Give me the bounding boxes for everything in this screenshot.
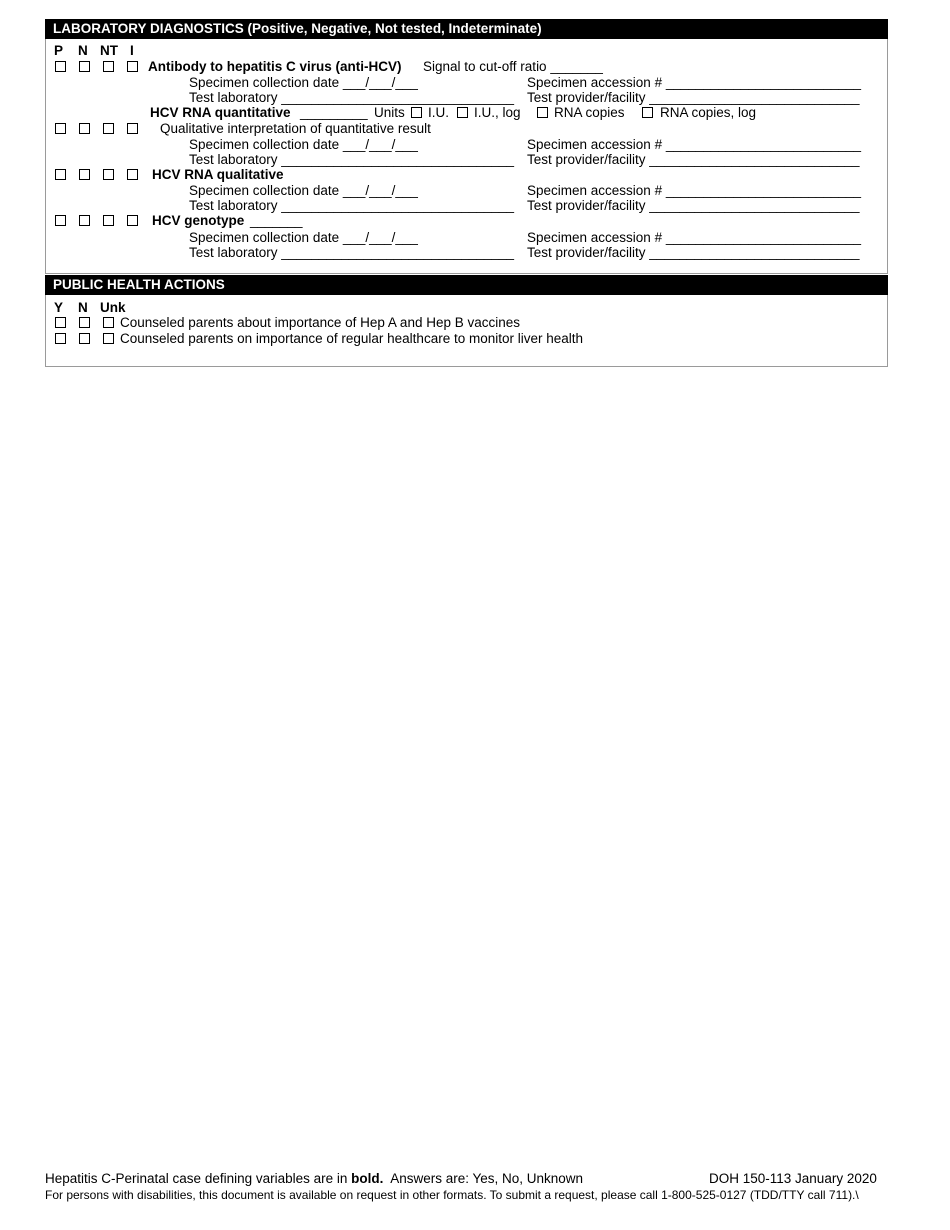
rna-quant-not-tested-checkbox[interactable]	[103, 123, 114, 134]
col-positive: P	[54, 43, 64, 58]
rna-quant-collection-date-field[interactable]: Specimen collection date ___/___/___	[189, 137, 418, 152]
vaccines-no-checkbox[interactable]	[79, 317, 90, 328]
units-iu-checkbox[interactable]	[411, 107, 422, 118]
genotype-value-field[interactable]: _______	[250, 213, 303, 228]
footer-legend-pre: Hepatitis C-Perinatal case defining variables are in	[45, 1171, 348, 1186]
col-unknown: Unk	[100, 300, 126, 315]
col-not-tested: NT	[100, 43, 118, 58]
accessibility-notice: For persons with disabilities, this document is available on request in other formats. To submit a request, please call 1-800-525-0127 (TDD/TTY call 711).\	[45, 1188, 859, 1202]
rna-qual-provider-field[interactable]: Test provider/facility ____________________________	[527, 198, 860, 213]
rna-qual-accession-field[interactable]: Specimen accession # __________________________	[527, 183, 862, 198]
units-rna-copies-log-label: RNA copies, log	[660, 105, 757, 120]
units-rna-copies-checkbox[interactable]	[537, 107, 548, 118]
rna-quant-label: HCV RNA quantitative	[150, 105, 291, 120]
units-iu-label: I.U.	[428, 105, 450, 120]
form-id: DOH 150-113 January 2020	[709, 1171, 877, 1186]
rna-qual-test-lab-field[interactable]: Test laboratory _______________________________	[189, 198, 515, 213]
vaccines-yes-checkbox[interactable]	[55, 317, 66, 328]
healthcare-counsel-label: Counseled parents on importance of regular healthcare to monitor liver health	[120, 331, 584, 346]
genotype-accession-field[interactable]: Specimen accession # __________________________	[527, 230, 862, 245]
rna-quant-provider-field[interactable]: Test provider/facility ____________________________	[527, 152, 860, 167]
anti-hcv-negative-checkbox[interactable]	[79, 61, 90, 72]
rna-qual-positive-checkbox[interactable]	[55, 169, 66, 180]
rna-quant-units-label: Units	[374, 105, 405, 120]
rna-qual-indeterminate-checkbox[interactable]	[127, 169, 138, 180]
anti-hcv-indeterminate-checkbox[interactable]	[127, 61, 138, 72]
col-yes: Y	[54, 300, 64, 315]
units-iu-log-checkbox[interactable]	[457, 107, 468, 118]
anti-hcv-test-lab-field[interactable]: Test laboratory _______________________________	[189, 90, 515, 105]
genotype-test-lab-field[interactable]: Test laboratory _______________________________	[189, 245, 515, 260]
footer-legend-bold: bold.	[351, 1171, 384, 1186]
vaccines-counsel-label: Counseled parents about importance of Hep A and Hep B vaccines	[120, 315, 521, 330]
genotype-negative-checkbox[interactable]	[79, 215, 90, 226]
col-negative: N	[78, 43, 88, 58]
rna-quant-test-lab-field[interactable]: Test laboratory _______________________________	[189, 152, 515, 167]
rna-quant-positive-checkbox[interactable]	[55, 123, 66, 134]
rna-quant-accession-field[interactable]: Specimen accession # __________________________	[527, 137, 862, 152]
col-no: N	[78, 300, 88, 315]
anti-hcv-label: Antibody to hepatitis C virus (anti-HCV)	[148, 59, 402, 74]
rna-quant-qualitative-interpretation-label: Qualitative interpretation of quantitative result	[160, 121, 431, 136]
genotype-not-tested-checkbox[interactable]	[103, 215, 114, 226]
vaccines-unk-checkbox[interactable]	[103, 317, 114, 328]
rna-qual-label: HCV RNA qualitative	[152, 167, 284, 182]
anti-hcv-positive-checkbox[interactable]	[55, 61, 66, 72]
footer-legend-post: Answers are: Yes, No, Unknown	[390, 1171, 584, 1186]
healthcare-unk-checkbox[interactable]	[103, 333, 114, 344]
footer-legend	[45, 1171, 583, 1186]
genotype-provider-field[interactable]: Test provider/facility ____________________________	[527, 245, 860, 260]
units-iu-log-label: I.U., log	[474, 105, 521, 120]
anti-hcv-signal-ratio-field[interactable]: Signal to cut-off ratio _______	[423, 59, 603, 74]
anti-hcv-provider-field[interactable]: Test provider/facility ____________________________	[527, 90, 860, 105]
healthcare-yes-checkbox[interactable]	[55, 333, 66, 344]
anti-hcv-collection-date-field[interactable]: Specimen collection date ___/___/___	[189, 75, 418, 90]
rna-qual-collection-date-field[interactable]: Specimen collection date ___/___/___	[189, 183, 418, 198]
genotype-label: HCV genotype	[152, 213, 245, 228]
rna-qual-negative-checkbox[interactable]	[79, 169, 90, 180]
units-rna-copies-label: RNA copies	[554, 105, 625, 120]
anti-hcv-not-tested-checkbox[interactable]	[103, 61, 114, 72]
rna-quant-value-field[interactable]: _________	[300, 105, 368, 120]
col-indeterminate: I	[130, 43, 134, 58]
genotype-positive-checkbox[interactable]	[55, 215, 66, 226]
lab-header: LABORATORY DIAGNOSTICS (Positive, Negative, Not tested, Indeterminate)	[45, 19, 888, 39]
rna-qual-not-tested-checkbox[interactable]	[103, 169, 114, 180]
units-rna-copies-log-checkbox[interactable]	[642, 107, 653, 118]
genotype-collection-date-field[interactable]: Specimen collection date ___/___/___	[189, 230, 418, 245]
anti-hcv-accession-field[interactable]: Specimen accession # __________________________	[527, 75, 862, 90]
genotype-indeterminate-checkbox[interactable]	[127, 215, 138, 226]
healthcare-no-checkbox[interactable]	[79, 333, 90, 344]
rna-quant-indeterminate-checkbox[interactable]	[127, 123, 138, 134]
rna-quant-negative-checkbox[interactable]	[79, 123, 90, 134]
pha-header: PUBLIC HEALTH ACTIONS	[45, 275, 888, 295]
